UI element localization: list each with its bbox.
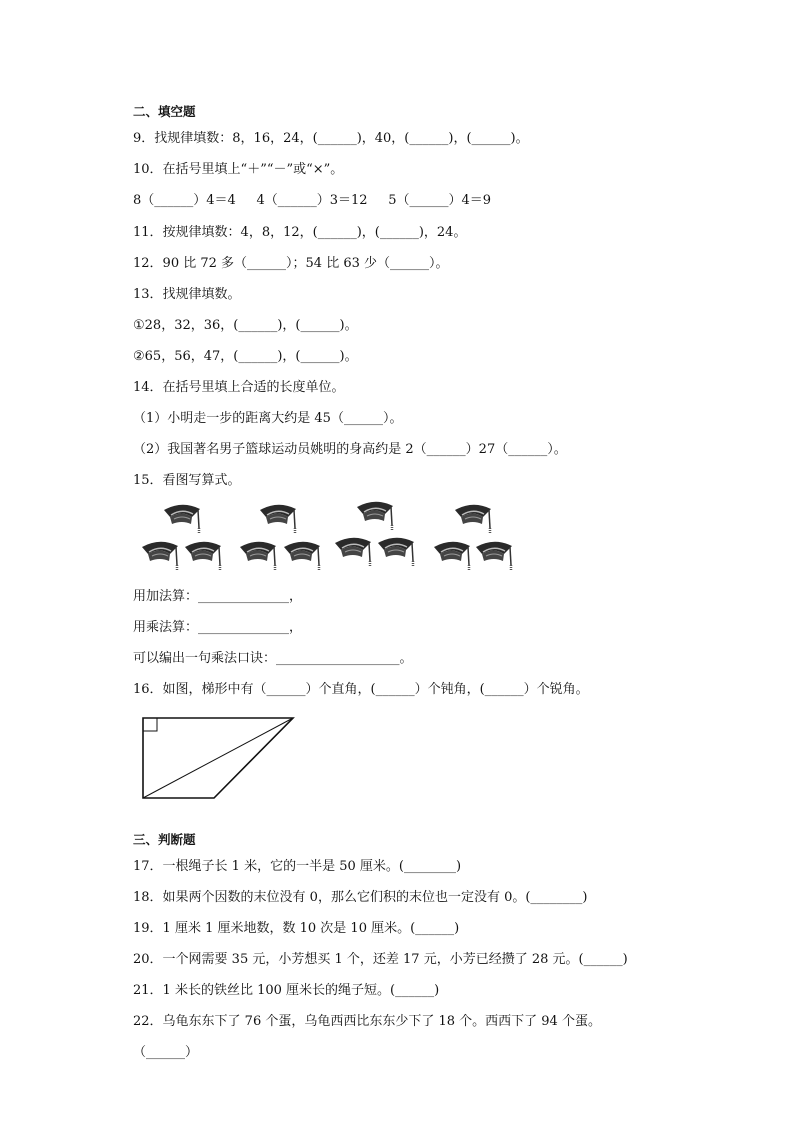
- question-18: 18．如果两个因数的末位没有 0，那么它们积的末位也一定没有 0。(________): [133, 890, 588, 905]
- right-angle-marker: [143, 718, 157, 731]
- graduation-cap-icon: [455, 505, 491, 534]
- question-10: 10．在括号里填上“＋”“－”或“×”。: [133, 162, 344, 177]
- question-15-addition: 用加法算：______________，: [133, 589, 303, 604]
- question-17: 17．一根绳子长 1 米，它的一半是 50 厘米。(________): [133, 859, 462, 874]
- graduation-cap-icon: [164, 505, 200, 534]
- graduation-cap-icon: [185, 542, 221, 571]
- cap-group-4: [434, 505, 512, 571]
- graduation-cap-icon: [284, 542, 320, 571]
- question-9: 9．找规律填数：8，16，24，(______)，40，(______)，(______)。: [133, 131, 529, 146]
- question-13-part2: ②65，56，47，(______)，(______)。: [133, 349, 358, 364]
- question-20: 20．一个网需要 35 元，小芳想买 1 个，还差 17 元，小芳已经攒了 28 元。(______): [133, 952, 628, 967]
- graduation-cap-icon: [378, 538, 414, 567]
- question-14: 14．在括号里填上合适的长度单位。: [133, 380, 345, 395]
- question-15-rhyme: 可以编出一句乘法口诀：___________________。: [133, 651, 413, 666]
- question-13-part1: ①28，32，36，(______)，(______)。: [133, 318, 358, 333]
- graduation-cap-icon: [142, 542, 178, 571]
- question-21: 21．1 米长的铁丝比 100 厘米长的绳子短。(______): [133, 983, 440, 998]
- graduation-cap-icon: [357, 502, 393, 531]
- graduation-cap-icon: [476, 542, 512, 571]
- cap-group-1: [142, 505, 221, 571]
- question-10-items: 8（______）4＝4 4（______）3＝12 5（______）4＝9: [133, 193, 492, 208]
- section-judge-title: 三、判断题: [133, 832, 196, 847]
- question-14-part1: （1）小明走一步的距离大约是 45（______）。: [133, 411, 403, 426]
- graduation-cap-icon: [260, 505, 296, 534]
- question-15-multiplication: 用乘法算：______________，: [133, 620, 303, 635]
- question-16: 16．如图，梯形中有（______）个直角，(______）个钝角，(______）个锐角。: [133, 682, 589, 697]
- trapezoid-diagonal: [143, 718, 293, 798]
- graduation-cap-icon: [240, 542, 276, 571]
- cap-group-3: [335, 502, 414, 567]
- question-11: 11．按规律填数：4，8，12，(______)，(______)，24。: [133, 225, 467, 240]
- question-22-answer: （______）: [133, 1045, 199, 1060]
- question-22: 22．乌龟东东下了 76 个蛋，乌龟西西比东东少下了 18 个。西西下了 94 个蛋。: [133, 1014, 601, 1029]
- question-15: 15．看图写算式。: [133, 473, 241, 488]
- section-fill-title: 二、填空题: [133, 104, 196, 119]
- graduation-cap-icon: [434, 542, 470, 571]
- question-14-part2: （2）我国著名男子篮球运动员姚明的身高约是 2（______）27（______）。: [133, 442, 567, 457]
- cap-group-2: [240, 505, 320, 571]
- trapezoid-figure: [143, 718, 293, 798]
- graduation-cap-icon: [335, 538, 371, 567]
- trapezoid-outline: [143, 718, 293, 798]
- question-19: 19．1 厘米 1 厘米地数，数 10 次是 10 厘米。(______): [133, 921, 460, 936]
- question-13: 13．找规律填数。: [133, 287, 241, 302]
- question-12: 12．90 比 72 多（______）；54 比 63 少（______）。: [133, 256, 449, 271]
